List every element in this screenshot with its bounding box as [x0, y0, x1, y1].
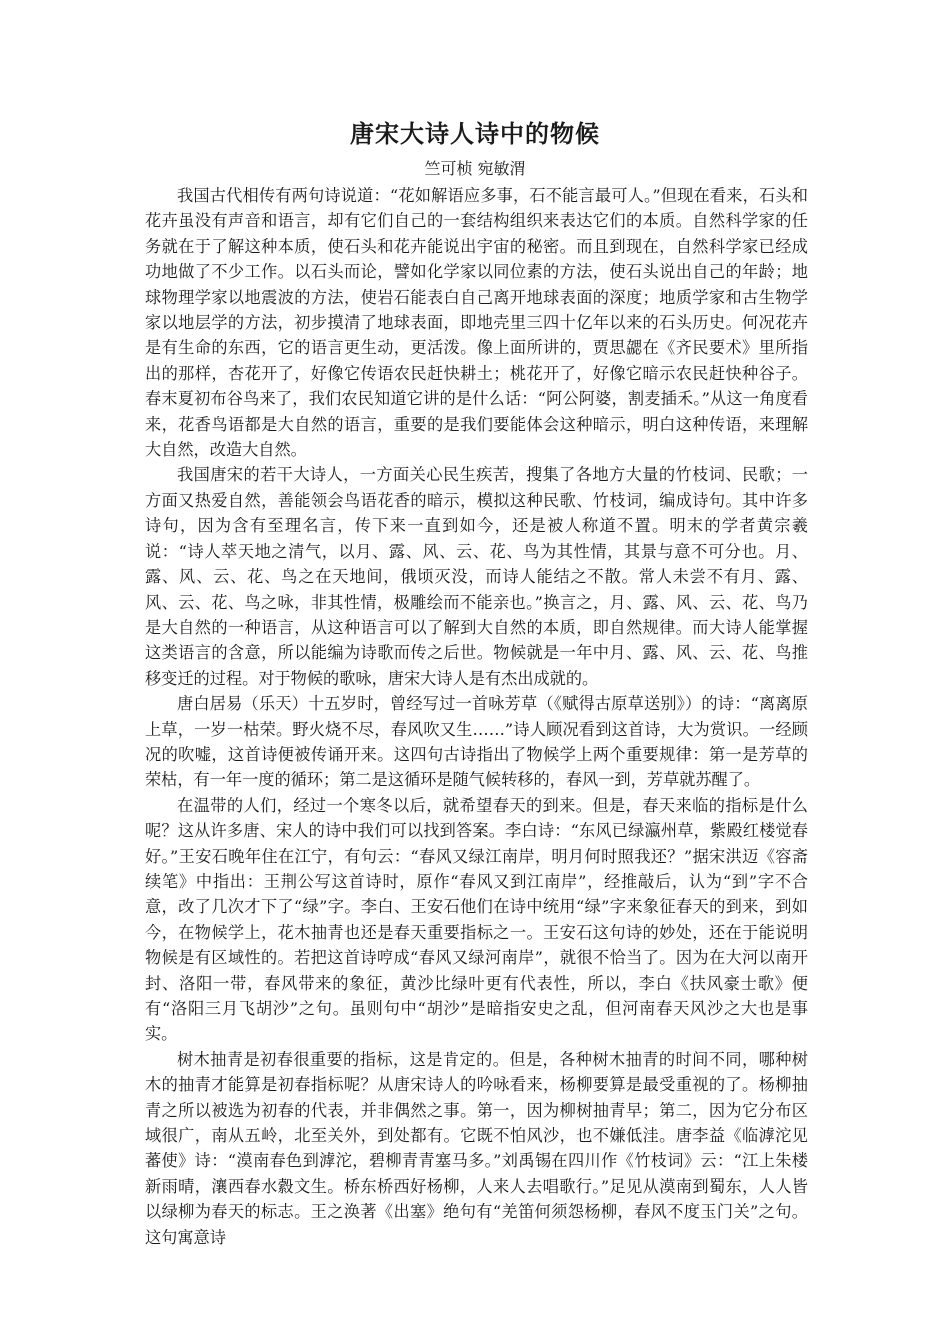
paragraph: 我国古代相传有两句诗说道：“花如解语应多事，石不能言最可人。”但现在看来，石头和花卉虽没有声音和语言，却有它们自己的一套结构组织来表达它们的本质。自然科学家的任务就在于了解这种本质，使石头和花卉能说出宇宙的秘密。而且到现在，自然科学家已经成功地做了不少工作。以石头而论，譬如化学家以同位素的方法，使石头说出自己的年龄；地球物理学家以地震波的方法，使岩石能表白自己离开地球表面的深度；地质学家和古生物学家以地层学的方法，初步摸清了地球表面，即地壳里三四十亿年以来的石头历史。何况花卉是有生命的东西，它的语言更生动，更活泼。像上面所讲的，贾思勰在《齐民要术》里所指出的那样，杏花开了，好像它传语农民赶快耕土；桃花开了，好像它暗示农民赶快种谷子。春末夏初布谷鸟来了，我们农民知道它讲的是什么话：“阿公阿婆，割麦插禾。”从这一角度看来，花香鸟语都是大自然的语言，重要的是我们要能体会这种暗示，明白这种传语，来理解大自然，改造大自然。: [145, 186, 808, 460]
paragraph: 树木抽青是初春很重要的指标，这是肯定的。但是，各种树木抽青的时间不同，哪种树木的抽青才能算是初春指标呢？从唐宋诗人的吟咏看来，杨柳要算是最受重视的了。杨柳抽青之所以被选为初春的代表，并非偶然之事。第一，因为柳树抽青早；第二，因为它分布区域很广，南从五岭，北至关外，到处都有。它既不怕风沙，也不嫌低洼。唐李益《临滹沱见蕃使》诗：“漠南春色到滹沱，碧柳青青塞马多。”刘禹锡在四川作《竹枝词》云：“江上朱楼新雨晴，瀼西春水縠文生。桥东桥西好杨柳，人来人去唱歌行。”足见从漠南到蜀东，人人皆以绿柳为春天的标志。王之涣著《出塞》绝句有“羌笛何须怨杨柳，春风不度玉门关”之句。这句寓意诗: [145, 1049, 808, 1247]
paragraph: 唐白居易（乐天）十五岁时，曾经写过一首咏芳草（《赋得古原草送别》）的诗：“离离原上草，一岁一枯荣。野火烧不尽，春风吹又生……”诗人顾况看到这首诗，大为赏识。一经顾况的吹嘘，这首诗便被传诵开来。这四句古诗指出了物候学上两个重要规律：第一是芳草的荣枯，有一年一度的循环；第二是这循环是随气候转移的，春风一到，芳草就苏醒了。: [145, 694, 808, 790]
document-body: [145, 183, 808, 1250]
document-authors: 竺可桢 宛敏渭: [424, 159, 526, 178]
paragraph: 在温带的人们，经过一个寒冬以后，就希望春天的到来。但是，春天来临的指标是什么呢？这从许多唐、宋人的诗中我们可以找到答案。李白诗：“东风已绿瀛州草，紫殿红楼觉春好。”王安石晚年住在江宁，有句云：“春风又绿江南岸，明月何时照我还？”据宋洪迈《容斋续笔》中指出：王荆公写这首诗时，原作“春风又到江南岸”，经推敲后，认为“到”字不合意，改了几次才下了“绿”字。李白、王安石他们在诗中统用“绿”字来象征春天的到来，到如今，在物候学上，花木抽青也还是春天重要指标之一。王安石这句诗的妙处，还在于能说明物候是有区域性的。若把这首诗哼成“春风又绿河南岸”，就很不恰当了。因为在大河以南开封、洛阳一带，春风带来的象征，黄沙比绿叶更有代表性，所以，李白《扶风豪士歌》便有“洛阳三月飞胡沙”之句。虽则句中“胡沙”是暗指安史之乱，但河南春天风沙之大也是事实。: [145, 795, 808, 1044]
paragraph: 我国唐宋的若干大诗人，一方面关心民生疾苦，搜集了各地方大量的竹枝词、民歌；一方面又热爱自然，善能领会鸟语花香的暗示，模拟这种民歌、竹枝词，编成诗句。其中许多诗句，因为含有至理名言，传下来一直到如今，还是被人称道不置。明末的学者黄宗羲说：“诗人萃天地之清气，以月、露、风、云、花、鸟为其性情，其景与意不可分也。月、露、风、云、花、鸟之在天地间，俄顷灭没，而诗人能结之不散。常人未尝不有月、露、风、云、花、鸟之咏，非其性情，极雕绘而不能亲也。”换言之，月、露、风、云、花、鸟乃是大自然的一种语言，从这种语言可以了解到大自然的本质，即自然规律。而大诗人能掌握这类语言的含意，所以能编为诗歌而传之后世。物候就是一年中月、露、风、云、花、鸟推移变迁的过程。对于物候的歌咏，唐宋大诗人是有杰出成就的。: [145, 465, 808, 688]
document-title: 唐宋大诗人诗中的物候: [350, 119, 600, 148]
